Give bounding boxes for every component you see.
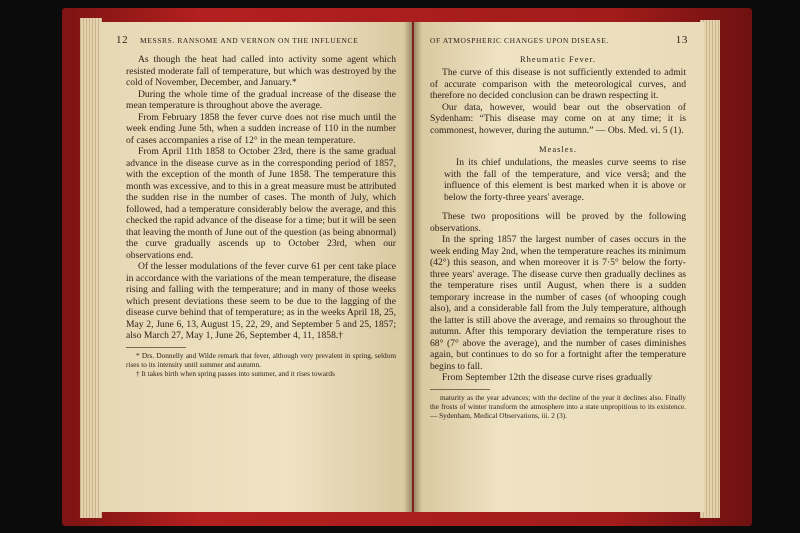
left-paragraph: During the whole time of the gradual increase of the disease the mean temperature is throughout above the average. (126, 88, 396, 111)
book-gutter (404, 22, 422, 512)
right-footnote: maturity as the year advances; with the decline of the year it declines also. Finally the frosts of winter transform the atmosphere into a state unpropitious to its existence. — Sydenham, Medical Observations, iii. 2 (3). (430, 392, 686, 420)
left-running-title: MESSRS. RANSOME AND VERNON ON THE INFLUENCE (140, 36, 359, 45)
footnote-rule (430, 389, 490, 390)
left-paragraph: From April 11th 1858 to October 23rd, there is the same gradual advance in the disease curve as in the corresponding period of 1857, with the exception of the month of June 1858. The temperature this month was excessive, and to this in a great measure must be attributed the sudden rise in the number of cases. The month of July, which followed, had a temperature considerably below the average, and this checked the rapid advance of the disease for a time; but it will be seen that leaving the month of June out of the question (as being abnormal) the curve gradually ascends up to October 23rd, when our observations end. (126, 146, 396, 261)
right-page (414, 22, 704, 512)
measles-proposition: In its chief undulations, the measles curve seems to rise with the fall of the temperature, and vice versâ; and the influence of this element is best marked when it is above or below the forty-three years' average. (444, 157, 686, 203)
left-paragraph: As though the heat had called into activity some agent which resisted moderate fall of temperature, but which was destroyed by the cold of November, December, and January.* (126, 54, 396, 88)
left-paragraph: From February 1858 the fever curve does not rise much until the week ending June 5th, when a sudden increase of 110 in the number of cases accompanies a rise of 12° in the mean temperature. (126, 111, 396, 146)
page-edges-left (80, 18, 102, 518)
footnote-rule (126, 347, 186, 348)
section-heading-rheumatic-fever: Rheumatic Fever. (520, 54, 596, 64)
left-footnote: † It takes birth when spring passes into summer, and it rises towards (136, 368, 335, 378)
left-footnote: * Drs. Donnelly and Wilde remark that fever, although very prevalent in spring, seldom rises to its intensity until summer and autumn. (126, 350, 396, 369)
right-page-number: 13 (675, 34, 688, 46)
right-paragraph: The curve of this disease is not sufficiently extended to admit of accurate comparison with the meteorological curves, and therefore no decided conclusion can be drawn respecting it. (430, 67, 686, 101)
right-running-title: OF ATMOSPHERIC CHANGES UPON DISEASE. (430, 36, 609, 45)
right-paragraph: Our data, however, would bear out the observation of Sydenham: “This disease may come on at any time; it is commonest, however, during the autumn.” — Obs. Med. vi. 5 (1). (430, 101, 686, 136)
left-paragraph: Of the lesser modulations of the fever curve 61 per cent take place in accordance with the variations of the mean temperature, the disease rising and falling with the temperature; and in many of those weeks which present deviations these seem to be due to the lagging of the disease curve behind that of temperature; as in the weeks April 18, 25, May 2, June 6, 13, August 15, 22, 29, and September 5 and 25, 1857; also March 27, May 1, June 26, September 4, 11, 1858.† (126, 261, 396, 341)
section-heading-measles: Measles. (539, 144, 577, 154)
left-page-number: 12 (116, 34, 129, 46)
right-paragraph: These two propositions will be proved by the following observations. (430, 211, 686, 234)
left-page (100, 22, 412, 512)
right-paragraph: In the spring 1857 the largest number of cases occurs in the week ending May 2nd, when the temperature reaches its minimum (42°) this season, and when moreover it is 7·5° below the forty-three years' average. The disease curve then gradually declines as the temperature rises until August, when there is a sudden temporary increase in the number of cases (of whooping cough also), and a considerable fall from the July temperature, although the latter is still above the average, and remains so throughout the autumn. After this temporary deviation the temperature rises to 68° (7° above the average), and the number of cases diminishes again, but continues to do so for a fortnight after the temperature begins to fall. (430, 234, 686, 372)
right-paragraph: From September 12th the disease curve rises gradually (442, 372, 653, 383)
